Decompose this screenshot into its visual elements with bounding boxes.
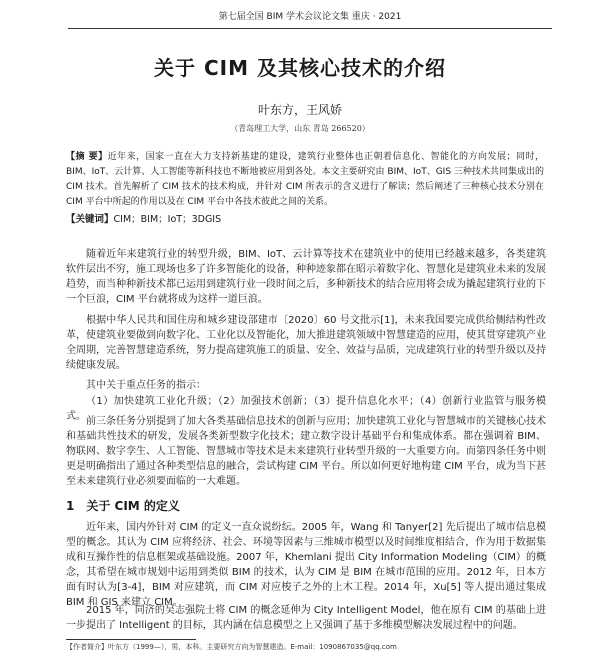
authors: 叶东方，王风娇: [257, 103, 342, 117]
body-paragraph: 根据中华人民共和国住房和城乡建设部建市〔2020〕60 号文批示[1]，未来我国要完成供给侧结构性改革，使建筑业要做到向数字化、工业化以及智能化，加大推进建筑领域中智慧建造的应用，使其贯穿建筑产业全周期，完善智慧建造系统，努力提高建筑施工的质量、安全、效益与品质，完成建筑行业的转型升级以及持续健康发展。: [66, 315, 546, 371]
body-paragraph: 随着近年来建筑行业的转型升级，BIM、IoT、云计算等技术在建筑业中的使用已经越来越多，各类建筑软件层出不穷，施工现场也多了许多智能化的设备，种种迹象都在昭示着数字化、智慧化是建筑业未来的发展趋势，而当种种新技术都已运用到建筑行业一段时间之后，多种新技术的结合应用将会成为撬起建筑行业的下一个巨浪，CIM 平台就将成为这样一道巨浪。: [66, 249, 546, 305]
affiliation: （青岛理工大学，山东 青岛 266520）: [230, 124, 370, 133]
abstract-label: 【摘 要】: [66, 152, 108, 162]
keywords: [66, 211, 544, 225]
author-footnote: 【作者简介】叶东方（1999—），男，本科。主要研究方向为智慧建造。E-mail：1090867035@qq.com: [66, 643, 397, 651]
abstract-text: 近年来，国家一直在大力支持新基建的建设，建筑行业整体也正朝着信息化、智能化的方向发展；同时，BIM、IoT、云计算、人工智能等新科技也不断地被应用到各处。本文主要研究由 BIM、IoT、GIS 三种技术共同集成出的 CIM 技术。首先解析了 CIM 技术的技术构成，并针对 CIM 所表示的含义进行了解读；然后阐述了三种核心技术分别在 CIM 平台中所起的作用以及在 CIM 平台中各技术彼此之间的关系。: [66, 152, 544, 207]
task-list: （1）加快建筑工业化升级；（2）加强技术创新；（3）提升信息化水平；（4）创新行业监管与服务模式。: [66, 396, 546, 422]
body-paragraph: 近年来，国内外针对 CIM 的定义一直众说纷纭。2005 年，Wang 和 Tanyer[2] 先后提出了城市信息模型的概念。其认为 CIM 应将经济、社会、环境等因素与三维城市模型以及时间维度相结合，作为用于数据集成和互操作性的信息框架或基础设施。2007 年，Khemlani 提出 City Information Modeling（CIM）的概念，其希望在城市规划中运用到类似 BIM 的技术，认为 CIM 是 BIM 在城市范围的应用。2012 年，日本方面有时认为[3-4]，BIM 对应建筑，而 CIM 对应梭子之外的上木工程。2014 年，Xu[5] 等人提出通过集成 BIM 和 GIS 来建立 CIM。: [66, 522, 546, 608]
body-paragraph: 其中关于重点任务的指示：: [86, 380, 206, 391]
section-heading: [66, 497, 180, 514]
running-header: 第七届全国 BIM 学术会议论文集 重庆 · 2021: [68, 8, 552, 29]
section-title: 关于 CIM 的定义: [86, 499, 180, 513]
footnote-divider: [66, 639, 196, 640]
keywords-text: CIM；BIM；IoT；3DGIS: [113, 214, 222, 225]
abstract: [66, 150, 544, 210]
body-paragraph: 前三条任务分别提到了加大各类基础信息技术的创新与应用；加快建筑工业化与智慧城市的关键核心技术和基础共性技术的研发，发展各类新型数字化技术；建立数字设计基础平台和集成体系。都在强调着 BIM、物联网、数字孪生、人工智能、智慧城市等技术是未来建筑行业转型升级的一大重要方向。而第四条任务中则更是明确指出了通过各种类型信息的融合，尝试构建 CIM 平台。所以如何更好地构建 CIM 平台，成为当下甚至未来建筑行业必须要面临的一大难题。: [66, 416, 546, 487]
paper-title: 关于 CIM 及其核心技术的介绍: [154, 56, 446, 80]
section-number: 1: [66, 499, 75, 513]
keywords-label: 【关键词】: [66, 214, 114, 225]
body-paragraph: 2015 年，同济的吴志强院士将 CIM 的概念延伸为 City Intelligent Model，他在原有 CIM 的基础上进一步提出了 Intelligent 的目标，其内涵在信息模型之上又强调了基于多维模型解决发展过程中的问题。: [66, 605, 546, 631]
